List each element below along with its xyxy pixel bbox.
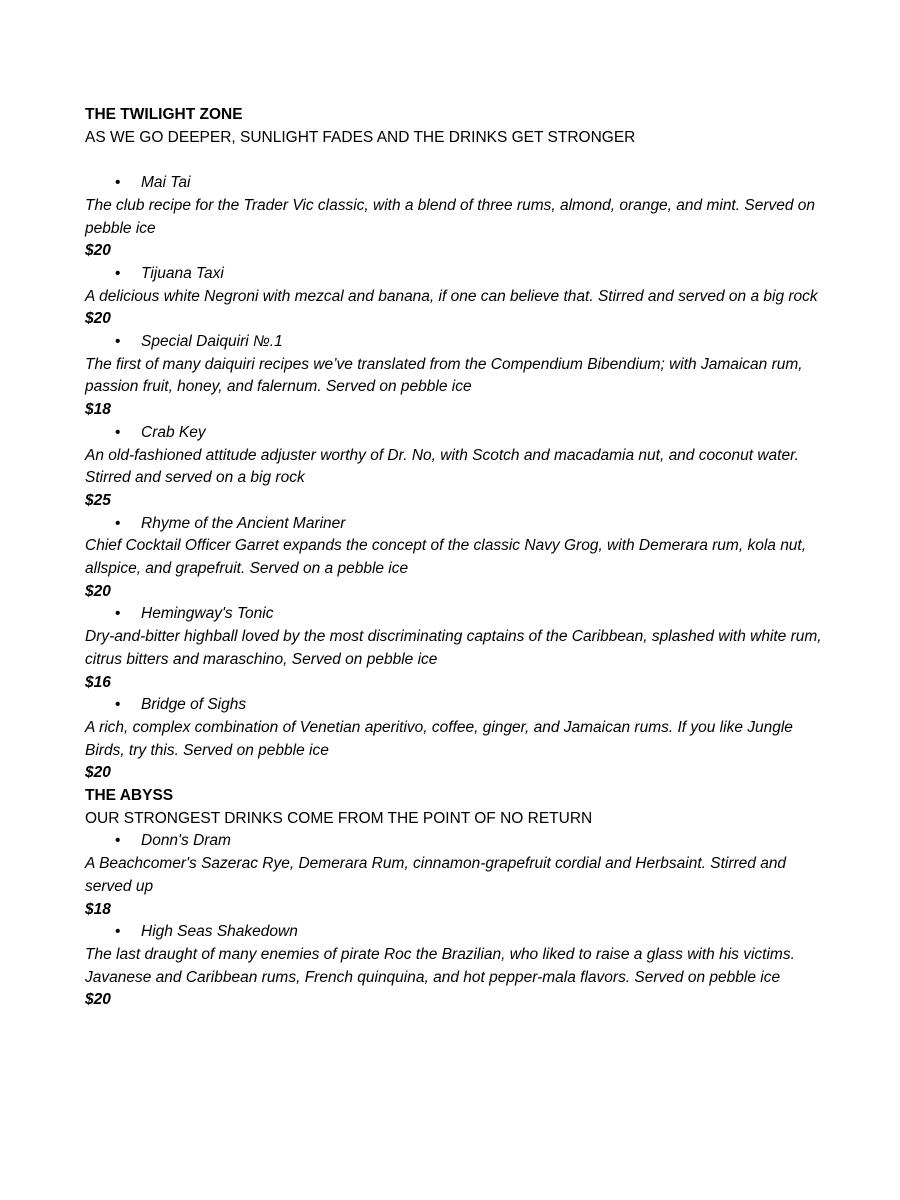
bullet-icon: • [115,832,121,850]
section-subtitle: OUR STRONGEST DRINKS COME FROM THE POINT OF NO RETURN [85,809,593,827]
item-name: Tijuana Taxi [141,264,224,282]
bullet-icon: • [115,605,121,623]
blank-line [85,149,825,172]
menu-item [85,603,825,694]
item-price: $25 [85,491,111,509]
item-price: $18 [85,900,111,918]
item-description: Chief Cocktail Officer Garret expands the concept of the classic Navy Grog, with Demerara rum, kola nut, allspice, and grapefruit. Served on a pebble ice [85,537,807,578]
bullet-icon: • [115,514,121,532]
item-description: An old-fashioned attitude adjuster worthy of Dr. No, with Scotch and macadamia nut, and coconut water. Stirred and served on a big rock [85,446,799,487]
menu-item [85,263,825,331]
item-description: Dry-and-bitter highball loved by the most discriminating captains of the Caribbean, splashed with white rum, citrus bitters and maraschino, Served on pebble ice [85,628,822,668]
item-name: Hemingway's Tonic [141,605,274,623]
bullet-icon: • [115,923,121,941]
bullet-icon: • [115,264,121,282]
section-title: THE TWILIGHT ZONE [85,106,243,123]
bullet-icon: • [115,333,121,351]
item-name: Donn's Dram [141,832,231,850]
item-description: The club recipe for the Trader Vic classic, with a blend of three rums, almond, orange, and mint. Served on pebble ice [85,196,816,237]
item-description: A delicious white Negroni with mezcal and banana, if one can believe that. Stirred and served on a big rock [85,287,818,305]
bullet-icon: • [115,423,121,441]
item-description: The first of many daiquiri recipes we’ve translated from the Compendium Bibendium; with Jamaican rum, passion fruit, honey, and falernum. Served on pebble ice [85,355,803,396]
menu-item [85,422,825,513]
item-price: $20 [85,242,111,260]
item-description: A Beachcomer's Sazerac Rye, Demerara Rum, cinnamon-grapefruit cordial and Herbsaint. Stirred and served up [85,855,787,895]
item-name: Crab Key [141,423,206,441]
item-name: Rhyme of the Ancient Mariner [141,514,346,532]
menu-item [85,331,825,422]
bullet-icon: • [115,174,121,192]
item-name: Mai Tai [141,174,191,192]
bullet-icon: • [115,696,121,714]
item-name: High Seas Shakedown [141,923,298,941]
item-description: A rich, complex combination of Venetian aperitivo, coffee, ginger, and Jamaican rums. If you like Jungle Birds, try this. Served on pebble ice [85,718,793,759]
menu-item [85,830,825,921]
item-price: $18 [85,401,111,419]
section-title: THE ABYSS [85,787,174,805]
item-price: $20 [85,582,111,600]
item-name: Bridge of Sighs [141,696,247,714]
item-name: Special Daiquiri №.1 [141,333,283,351]
menu-item [85,513,825,604]
menu-item [85,172,825,263]
item-price: $20 [85,991,111,1009]
section-subtitle: AS WE GO DEEPER, SUNLIGHT FADES AND THE DRINKS GET STRONGER [85,128,636,146]
menu-item [85,921,825,1012]
item-price: $20 [85,764,111,782]
document-page [85,104,825,1012]
item-description: The last draught of many enemies of pirate Roc the Brazilian, who liked to raise a glass with his victims. Javanese and Caribbean rums, French quinquina, and hot pepper-mala flavors. Served on pebble ice [85,946,795,986]
item-price: $20 [85,310,111,328]
item-price: $16 [85,673,111,691]
menu-item [85,694,825,785]
